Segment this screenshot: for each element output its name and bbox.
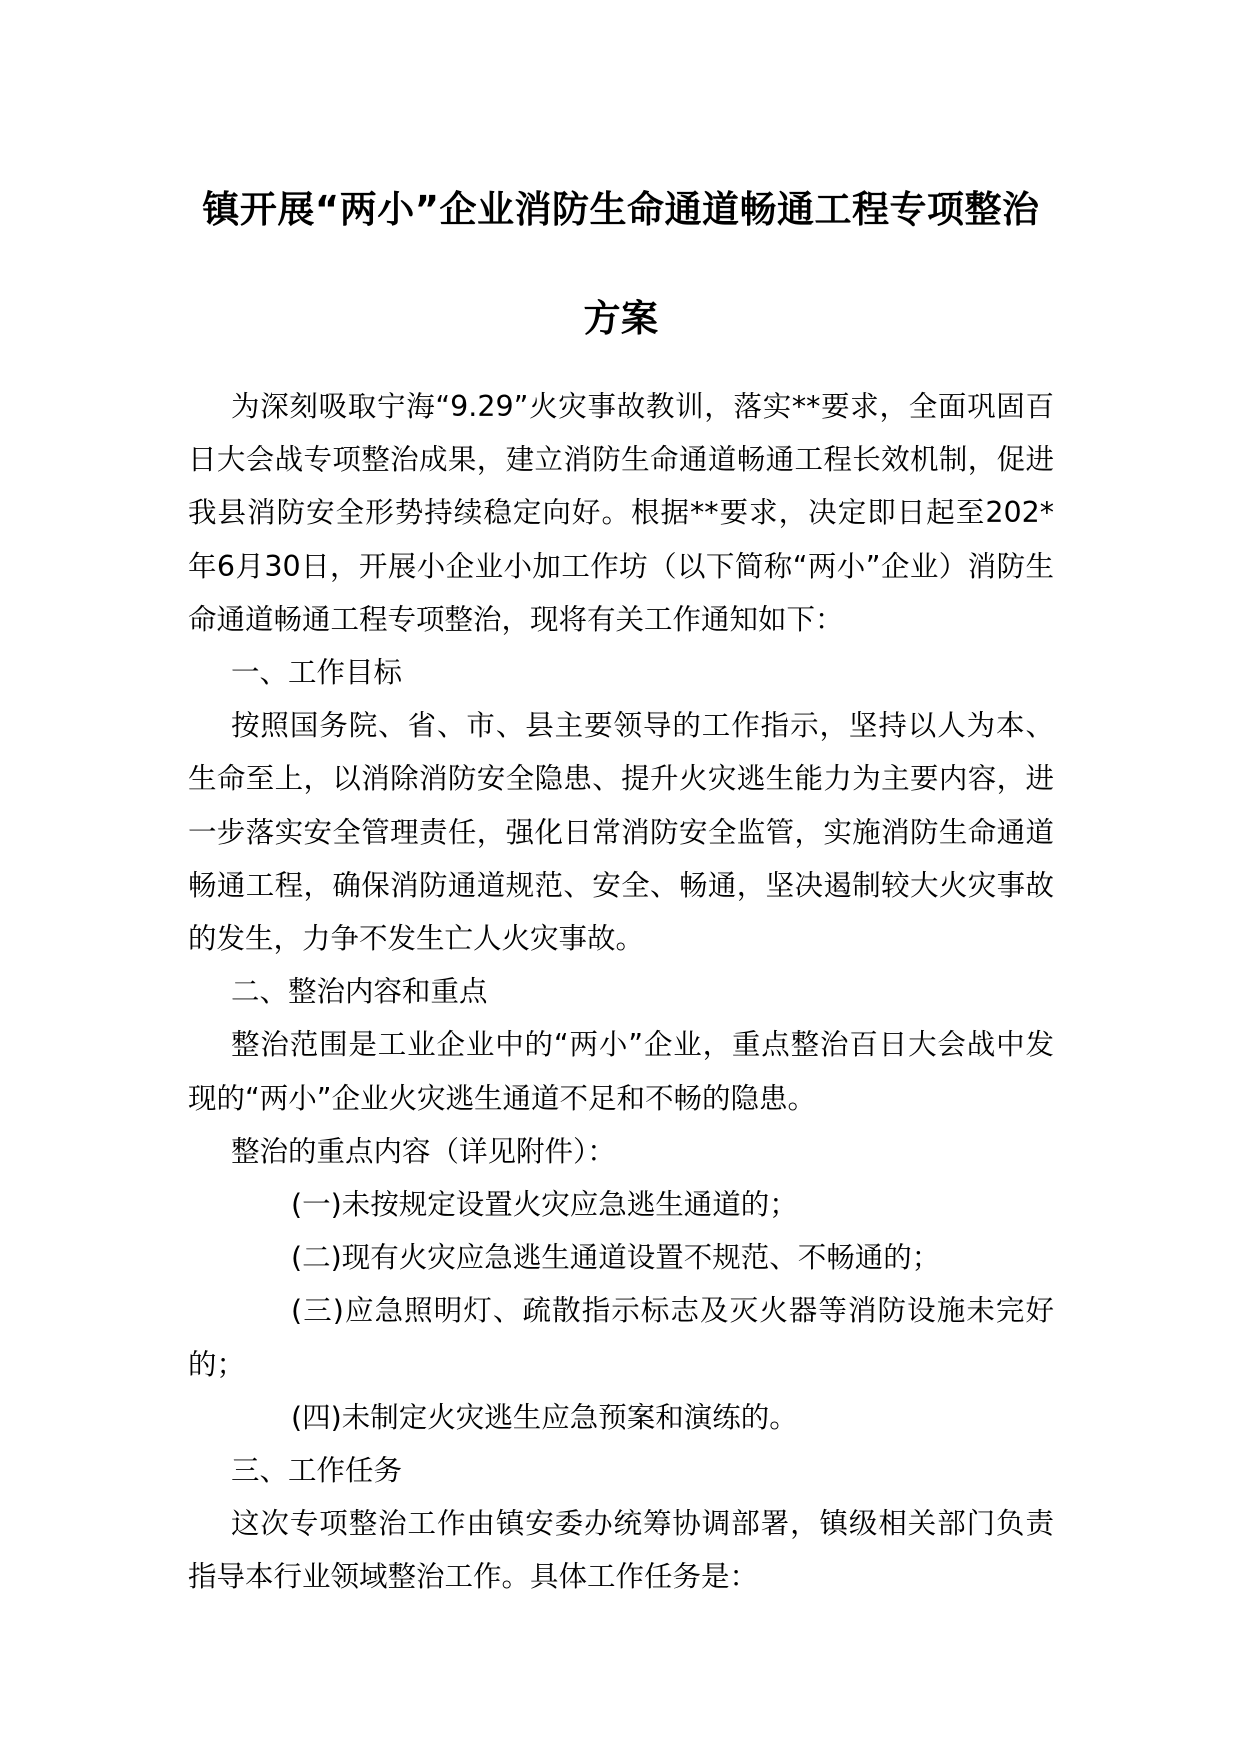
work-goals-paragraph: 按照国务院、省、市、县主要领导的工作指示，坚持以人为本、生命至上，以消除消防安全隐患、提升火灾逃生能力为主要内容，进一步落实安全管理责任，强化日常消防安全监管，实施消防生命通道畅通工程，确保消防通道规范、安全、畅通，坚决遏制较大火灾事故的发生，力争不发生亡人火灾事故。: [188, 709, 1054, 956]
document-title-line-2: 方案: [583, 297, 659, 340]
section-heading-rectification-content: 二、整治内容和重点: [231, 975, 488, 1009]
key-content-item-2: (二)现有火灾应急逃生通道设置不规范、不畅通的；: [291, 1241, 941, 1275]
work-tasks-paragraph: 这次专项整治工作由镇安委办统筹协调部署，镇级相关部门负责指导本行业领域整治工作。具体工作任务是：: [188, 1507, 1054, 1594]
rectification-scope-paragraph: 整治范围是工业企业中的“两小”企业，重点整治百日大会战中发现的“两小”企业火灾逃生通道不足和不畅的隐患。: [188, 1028, 1054, 1115]
document-body: [188, 380, 1054, 1604]
key-content-item-4: (四)未制定火灾逃生应急预案和演练的。: [291, 1400, 798, 1434]
document-page: [188, 0, 1054, 1754]
document-title-line-1: 镇开展“两小”企业消防生命通道畅通工程专项整治: [202, 188, 1040, 231]
intro-paragraph: 为深刻吸取宁海“9.29”火灾事故教训，落实**要求，全面巩固百日大会战专项整治成果，建立消防生命通道畅通工程长效机制，促进我县消防安全形势持续稳定向好。根据**要求，决定即日起至202*年6月30日，开展小企业小加工作坊（以下简称“两小”企业）消防生命通道畅通工程专项整治，现将有关工作通知如下：: [188, 390, 1054, 636]
key-content-item-3: (三)应急照明灯、疏散指示标志及灭火器等消防设施未完好的；: [188, 1294, 1054, 1381]
section-heading-work-tasks: 三、工作任务: [231, 1454, 403, 1488]
key-content-intro: 整治的重点内容（详见附件）：: [231, 1134, 616, 1168]
section-heading-work-goals: 一、工作目标: [231, 656, 403, 690]
key-content-item-1: (一)未按规定设置火灾应急逃生通道的；: [291, 1188, 798, 1222]
